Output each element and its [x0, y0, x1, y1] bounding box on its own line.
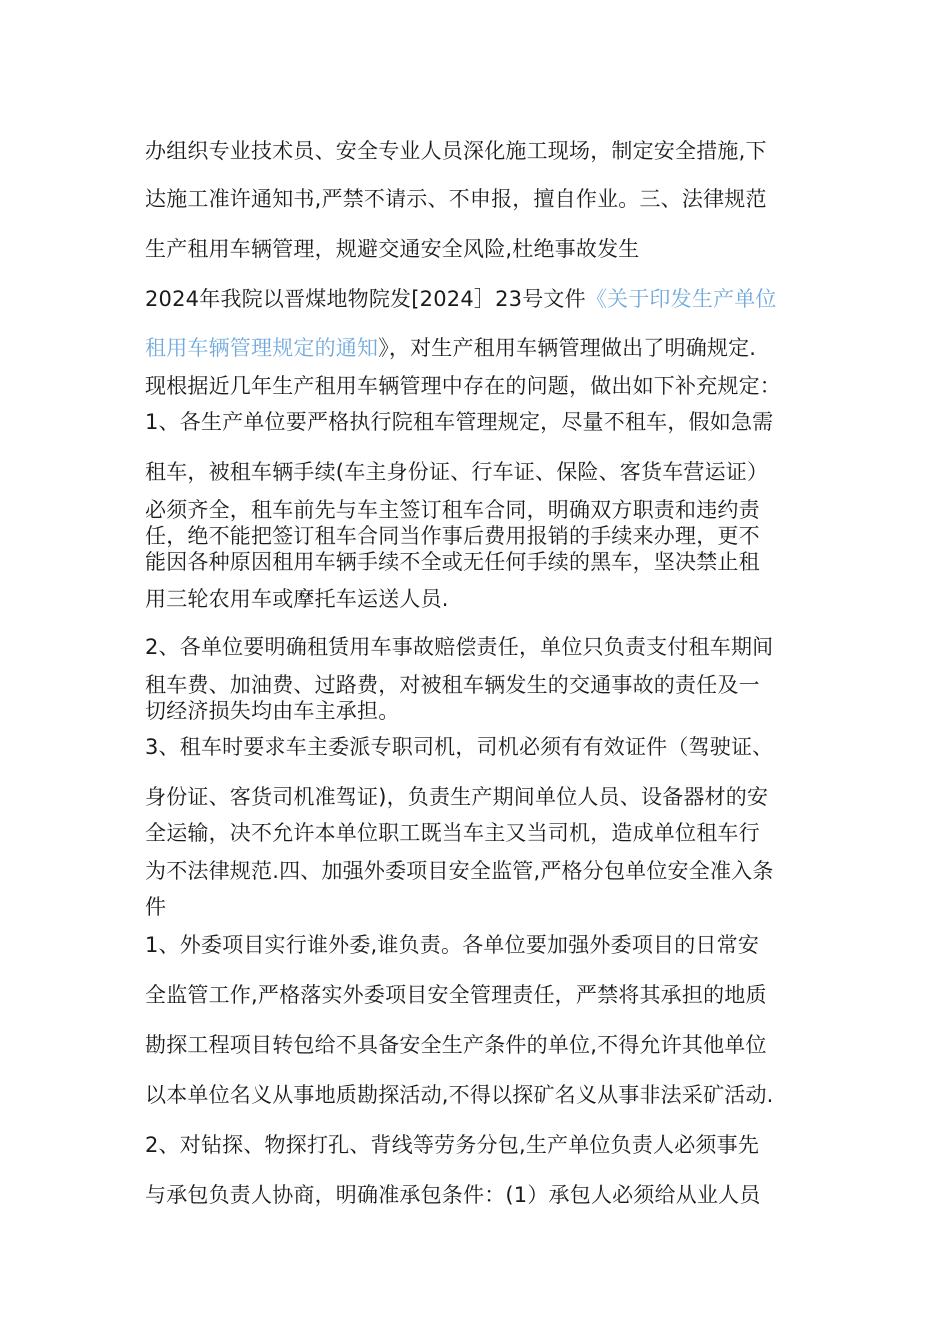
text-line: [145, 286, 810, 312]
text-line: 全监管工作,严格落实外委项目安全管理责任，严禁将其承担的地质: [145, 983, 767, 1007]
text-line: 现根据近几年生产租用车辆管理中存在的问题，做出如下补充规定：: [145, 374, 781, 398]
text-line: 1、外委项目实行谁外委,谁负责。各单位要加强外委项目的日常安: [145, 933, 760, 957]
text-line: 达施工准许通知书,严禁不请示、不申报，擅自作业。三、法律规范: [145, 187, 767, 211]
text-line: 任，绝不能把签订租车合同当作事后费用报销的手续来办理，更不: [145, 524, 760, 548]
text-line: 全运输，决不允许本单位职工既当车主又当司机，造成单位租车行: [145, 821, 760, 845]
text-segment: 》，对生产租用车辆管理做出了明确规定.: [378, 336, 757, 360]
text-line: 为不法律规范.四、加强外委项目安全监管,严格分包单位安全准入条: [145, 859, 774, 883]
text-line: 件: [145, 895, 167, 919]
text-line: 办组织专业技术员、安全专业人员深化施工现场，制定安全措施,下: [145, 139, 767, 163]
text-segment: 2024年我院以晋煤地物院发[2024］23号文件: [145, 287, 586, 311]
text-line: 切经济损失均由车主承担。: [145, 699, 400, 723]
text-line: 以本单位名义从事地质勘探活动,不得以探矿名义从事非法采矿活动.: [145, 1083, 774, 1107]
text-line: 3、租车时要求车主委派专职司机，司机必须有有效证件（驾驶证、: [145, 735, 774, 759]
text-line: 必须齐全，租车前先与车主签订租车合同，明确双方职责和违约责: [145, 498, 760, 522]
text-line: 用三轮农用车或摩托车运送人员.: [145, 587, 449, 611]
text-line: 能因各种原因租用车辆手续不全或无任何手续的黑车，坚决禁止租: [145, 550, 760, 574]
text-line: 租车，被租车辆手续(车主身份证、行车证、保险、客货车营运证）: [145, 460, 769, 484]
text-line: 2、各单位要明确租赁用车事故赔偿责任，单位只负责支付租车期间: [145, 635, 774, 659]
link-text-part-1: 关于印发生产单位: [607, 287, 777, 311]
document-link[interactable]: [586, 287, 777, 311]
text-line: 租车费、加油费、过路费，对被租车辆发生的交通事故的责任及一: [145, 673, 760, 697]
text-line: 1、各生产单位要严格执行院租车管理规定，尽量不租车，假如急需: [145, 410, 774, 434]
text-line: 身份证、客货司机准驾证)，负责生产期间单位人员、设备器材的安: [145, 785, 769, 809]
document-link-continued[interactable]: 租用车辆管理规定的通知: [145, 336, 379, 360]
link-open-quote: 《: [585, 287, 608, 311]
text-line: 生产租用车辆管理，规避交通安全风险,杜绝事故发生: [145, 237, 640, 261]
text-line: 2、对钻探、物探打孔、背线等劳务分包,生产单位负责人必须事先: [145, 1133, 760, 1157]
text-line: 勘探工程项目转包给不具备安全生产条件的单位,不得允许其他单位: [145, 1033, 767, 1057]
text-line: [145, 335, 810, 361]
text-line: 与承包负责人协商，明确准承包条件：(1）承包人必须给从业人员: [145, 1183, 761, 1207]
